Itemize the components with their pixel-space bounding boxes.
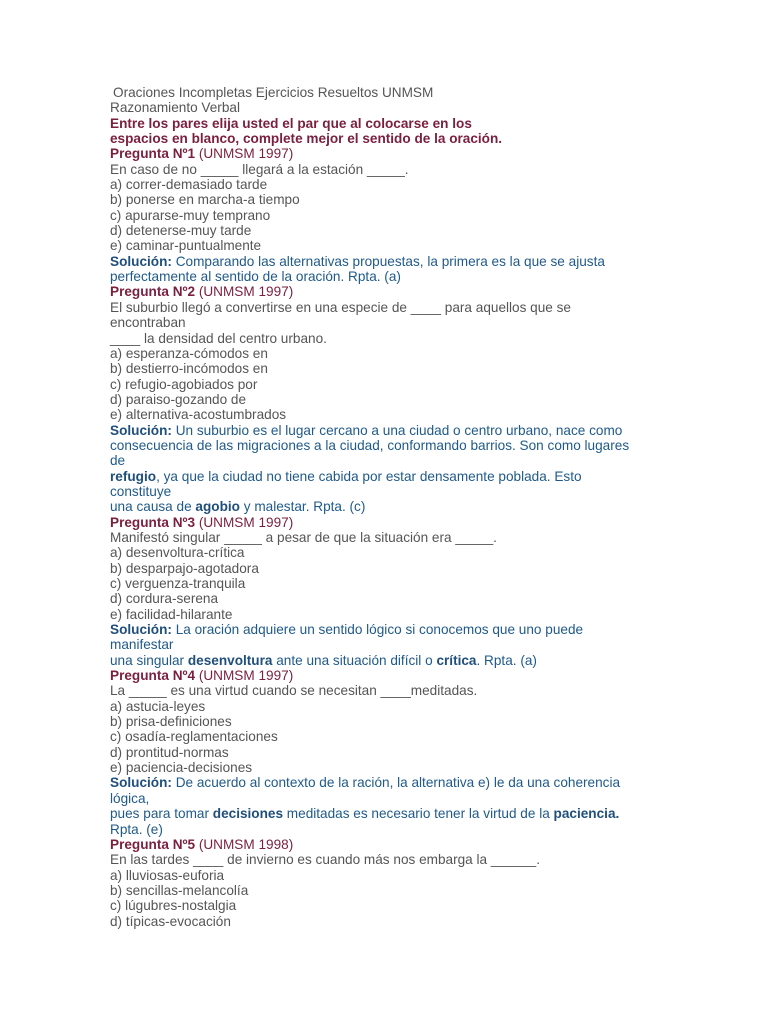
question-block [110, 668, 670, 837]
solution-text: y malestar. Rpta. (c) [239, 499, 366, 515]
question-heading [110, 284, 670, 299]
question-source: (UNMSM 1997) [195, 514, 294, 530]
answer-option: c) refugio-agobiados por [110, 376, 258, 392]
question-heading [110, 837, 670, 852]
solution-line [110, 499, 670, 514]
solution-line [110, 806, 670, 821]
solution-text: manifestar [110, 637, 174, 653]
question-source: (UNMSM 1997) [195, 284, 294, 300]
solution-label: Solución: [110, 622, 172, 638]
solution-line [110, 622, 670, 637]
question-stem: En las tardes ____ de invierno es cuando más nos embarga la ______. [110, 852, 540, 868]
question-heading [110, 146, 670, 161]
solution-line [110, 822, 670, 837]
answer-option: a) desenvoltura-crítica [110, 545, 245, 561]
question-stem: El suburbio llegó a convertirse en una especie de ____ para aquellos que se [110, 299, 571, 315]
document-page [110, 85, 670, 929]
answer-option: c) apurarse-muy temprano [110, 207, 271, 223]
solution-emphasis: desenvoltura [187, 652, 273, 668]
answer-option: b) ponerse en marcha-a tiempo [110, 192, 300, 208]
question-stem: En caso de no _____ llegará a la estación _____. [110, 161, 409, 177]
answer-option: d) paraiso-gozando de [110, 391, 247, 407]
answer-option: c) osadía-reglamentaciones [110, 729, 278, 745]
solution-label: Solución: [110, 253, 172, 269]
solution-line [110, 775, 670, 790]
instructions-line: Entre los pares elija usted el par que al colocarse en los [110, 115, 472, 131]
answer-option: e) alternativa-acostumbrados [110, 407, 287, 423]
solution-line [110, 469, 670, 484]
answer-option: d) típicas-evocación [110, 913, 231, 929]
solution-line [110, 453, 670, 468]
instructions-line: espacios en blanco, complete mejor el sentido de la oración. [110, 131, 503, 147]
question-label: Pregunta Nº4 [110, 668, 196, 684]
question-stem: encontraban [110, 315, 186, 331]
solution-emphasis: paciencia. [553, 806, 620, 822]
solution-label: Solución: [110, 775, 172, 791]
solution-emphasis: decisiones [212, 806, 284, 822]
answer-option: d) cordura-serena [110, 591, 219, 607]
answer-option: c) lúgubres-nostalgia [110, 898, 237, 914]
solution-text: ante una situación difícil o [272, 652, 437, 668]
solution-text: consecuencia de las migraciones a la ciudad, conformando barrios. Son como lugares [110, 437, 630, 453]
question-source: (UNMSM 1997) [195, 146, 294, 162]
solution-text: La oración adquiere un sentido lógico si conocemos que uno puede [171, 622, 584, 638]
solution-text: Un suburbio es el lugar cercano a una ciudad o centro urbano, nace como [171, 422, 623, 438]
solution-text: pues para tomar [110, 806, 213, 822]
question-source: (UNMSM 1998) [195, 836, 294, 852]
question-label: Pregunta Nº1 [110, 146, 196, 162]
question-stem: ____ la densidad del centro urbano. [110, 330, 327, 346]
question-heading [110, 515, 670, 530]
question-source: (UNMSM 1997) [195, 668, 294, 684]
solution-line [110, 438, 670, 453]
solution-text: Comparando las alternativas propuestas, la primera es la que se ajusta [171, 253, 605, 269]
answer-option: a) esperanza-cómodos en [110, 345, 268, 361]
solution-text: constituye [110, 483, 172, 499]
solution-line [110, 637, 670, 652]
solution-emphasis: agobio [195, 499, 240, 515]
question-label: Pregunta Nº2 [110, 284, 196, 300]
question-label: Pregunta Nº3 [110, 514, 196, 530]
solution-text: una singular [110, 652, 188, 668]
questions-list [110, 146, 670, 929]
document-title: Oraciones Incompletas Ejercicios Resueltos UNMSM [113, 85, 434, 100]
question-stem: Manifestó singular _____ a pesar de que la situación era _____. [110, 529, 497, 545]
solution-line [110, 484, 670, 499]
solution-emphasis: crítica [436, 652, 477, 668]
solution-text: Rpta. (e) [110, 821, 163, 837]
answer-option: b) desparpajo-agotadora [110, 560, 259, 576]
answer-option: e) caminar-puntualmente [110, 238, 262, 254]
solution-emphasis: refugio [110, 468, 157, 484]
solution-line [110, 653, 670, 668]
solution-text: de [110, 453, 126, 469]
answer-option: b) destierro-incómodos en [110, 361, 268, 377]
question-block [110, 515, 670, 668]
solution-text: . Rpta. (a) [476, 652, 537, 668]
answer-option: b) sencillas-melancolía [110, 882, 249, 898]
solution-line [110, 791, 670, 806]
answer-option: a) lluviosas-euforia [110, 867, 225, 883]
solution-text: lógica, [110, 790, 150, 806]
answer-option: e) facilidad-hilarante [110, 606, 233, 622]
solution-line [110, 269, 670, 284]
question-block [110, 837, 670, 929]
answer-option: c) verguenza-tranquila [110, 576, 246, 591]
answer-option: d) detenerse-muy tarde [110, 223, 252, 239]
question-heading [110, 668, 670, 683]
solution-text: perfectamente al sentido de la oración. Rpta. (a) [110, 269, 401, 285]
answer-option: d) prontitud-normas [110, 744, 229, 760]
answer-option: e) paciencia-decisiones [110, 760, 253, 776]
answer-option: b) prisa-definiciones [110, 714, 232, 730]
solution-label: Solución: [110, 422, 172, 438]
question-block [110, 146, 670, 284]
solution-text: , ya que la ciudad no tiene cabida por estar densamente poblada. Esto [156, 468, 582, 484]
question-stem: La _____ es una virtud cuando se necesitan ____meditadas. [110, 683, 478, 699]
document-subtitle: Razonamiento Verbal [110, 100, 240, 116]
question-block [110, 284, 670, 514]
solution-text: meditadas es necesario tener la virtud de la [283, 806, 554, 822]
answer-option: a) correr-demasiado tarde [110, 177, 268, 193]
answer-option: a) astucia-leyes [110, 698, 206, 714]
question-label: Pregunta Nº5 [110, 836, 196, 852]
solution-text: una causa de [110, 499, 196, 515]
solution-line [110, 423, 670, 438]
solution-line [110, 254, 670, 269]
solution-text: De acuerdo al contexto de la ración, la alternativa e) le da una coherencia [171, 775, 621, 791]
